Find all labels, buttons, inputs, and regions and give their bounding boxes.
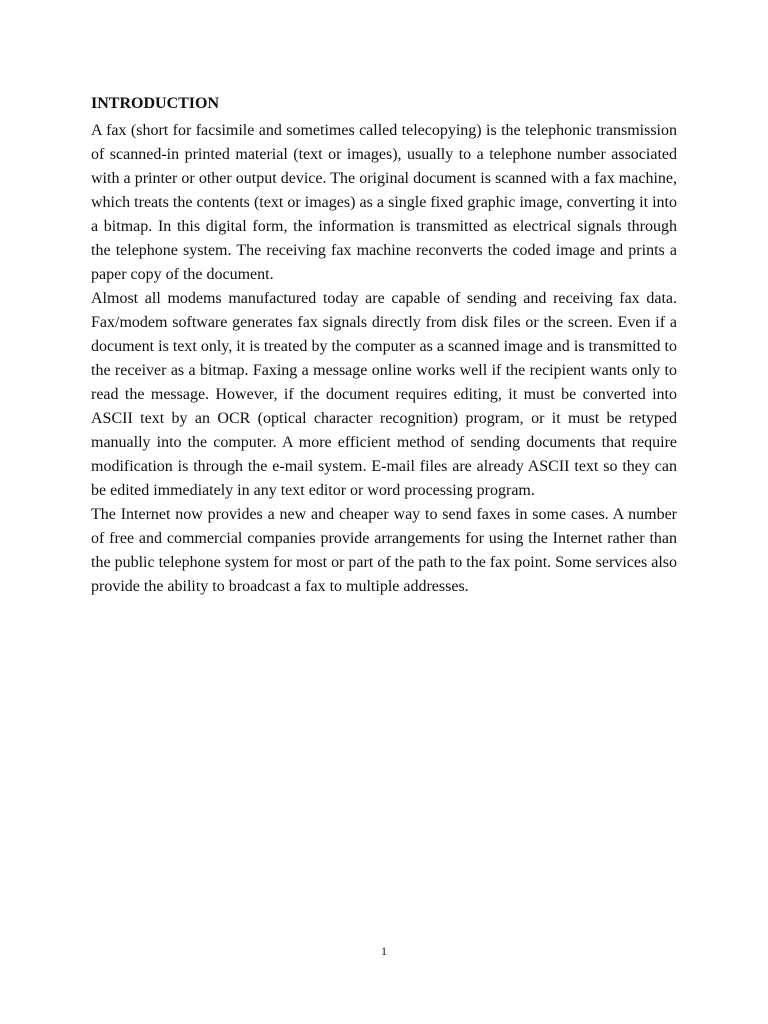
paragraph-fax-modems: Almost all modems manufactured today are capable of sending and receiving fax data. Fax/modem software generates fax signals directly from disk files or the screen. Even if a document is text only, it is treated by the computer as a scanned image and is transmitted to the receiver as a bitmap. Faxing a message online works well if the recipient wants only to read the message. However, if the document requires editing, it must be converted into ASCII text by an OCR (optical character recognition) program, or it must be retyped manually into the computer. A more efficient method of sending documents that require modification is through the e-mail system. E-mail files are already ASCII text so they can be edited immediately in any text editor or word processing program. [91, 290, 677, 499]
paragraph-internet-fax: The Internet now provides a new and cheaper way to send faxes in some cases. A number of free and commercial companies provide arrangements for using the Internet rather than the public telephone system for most or part of the path to the fax point. Some services also provide the ability to broadcast a fax to multiple addresses. [91, 506, 677, 595]
page-number: 1 [381, 944, 387, 958]
section-heading: INTRODUCTION [91, 95, 220, 112]
document-body [91, 93, 677, 599]
paragraph-fax-definition: A fax (short for facsimile and sometimes called telecopying) is the telephonic transmission of scanned-in printed material (text or images), usually to a telephone number associated with a printer or other output device. The original document is scanned with a fax machine, which treats the contents (text or images) as a single fixed graphic image, converting it into a bitmap. In this digital form, the information is transmitted as electrical signals through the telephone system. The receiving fax machine reconverts the coded image and prints a paper copy of the document. [91, 122, 677, 283]
